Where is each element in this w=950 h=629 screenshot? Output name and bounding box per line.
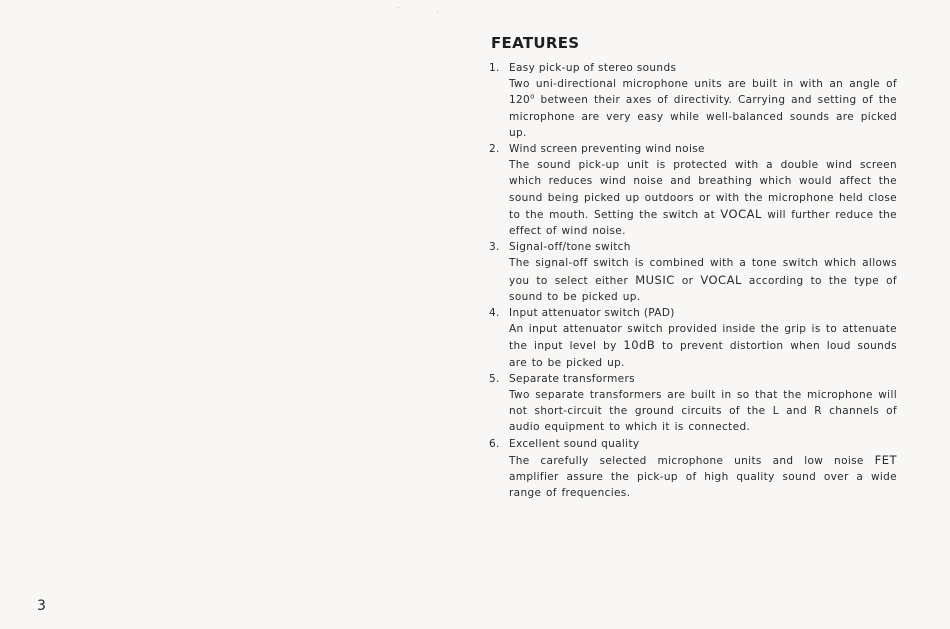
feature-number: 2. bbox=[489, 143, 500, 156]
feature-number: 3. bbox=[489, 241, 500, 254]
feature-title: Easy pick-up of stereo sounds bbox=[509, 62, 677, 74]
feature-item-1 bbox=[489, 60, 897, 141]
desc-emphasis: VOCAL bbox=[720, 206, 762, 221]
desc-text: according to the type of sound to be picked up. bbox=[509, 274, 897, 303]
feature-title: Excellent sound quality bbox=[509, 437, 640, 450]
desc-text: The sound pick-up unit is protected with a double wind screen which reduces wind noise and breathing which would affect the sound being picked up outdoors or with the microphone held close to the mouth. Setting the switch at bbox=[509, 159, 897, 221]
feature-item-3 bbox=[489, 239, 897, 305]
desc-emphasis: VOCAL bbox=[700, 272, 742, 287]
feature-title-row bbox=[489, 436, 897, 452]
feature-item-4 bbox=[489, 305, 897, 371]
features-list bbox=[489, 60, 897, 501]
feature-title: Wind screen preventing wind noise bbox=[509, 143, 705, 156]
feature-item-6 bbox=[489, 436, 897, 502]
feature-description bbox=[489, 452, 897, 502]
feature-description bbox=[489, 321, 897, 371]
desc-text: The signal-off switch is combined with a tone switch which allows you to select either bbox=[509, 257, 897, 287]
feature-description bbox=[489, 76, 897, 141]
feature-title-row bbox=[489, 60, 897, 76]
feature-number: 6. bbox=[489, 437, 500, 450]
feature-title-row bbox=[489, 371, 897, 387]
feature-description bbox=[489, 157, 897, 239]
feature-description: Two separate transformers are built in so that the microphone will not short-circuit the ground circuits of the L and R channels of audio equipment to which it is connected. bbox=[509, 389, 897, 434]
feature-title-row bbox=[489, 239, 897, 255]
desc-text: to prevent distortion when loud sounds are to be picked up. bbox=[509, 340, 897, 369]
desc-text: amplifier assure the pick-up of high quality sound over a wide range of frequencies. bbox=[509, 471, 897, 500]
page-number: 3 bbox=[37, 598, 46, 614]
print-speck bbox=[437, 11, 438, 12]
print-speck bbox=[398, 7, 399, 8]
desc-emphasis: 10dB bbox=[623, 338, 656, 353]
desc-text: will further reduce the effect of wind noise. bbox=[509, 208, 897, 238]
features-heading: FEATURES bbox=[491, 34, 580, 52]
desc-text: or bbox=[674, 274, 701, 287]
desc-text: The carefully selected microphone units and low noise bbox=[509, 454, 875, 467]
degree-superscript: o bbox=[530, 92, 535, 101]
desc-emphasis: MUSIC bbox=[635, 272, 675, 287]
desc-emphasis: FET bbox=[874, 452, 897, 467]
desc-text: between their axes of directivity. Carrying and setting of the microphone are very easy while well-balanced sounds are picked up. bbox=[509, 94, 897, 139]
feature-title-row bbox=[489, 141, 897, 157]
feature-title: Input attenuator switch (PAD) bbox=[509, 307, 675, 320]
feature-description bbox=[489, 255, 897, 305]
feature-item-2 bbox=[489, 141, 897, 239]
feature-number: 5. bbox=[489, 372, 500, 385]
desc-text: An input attenuator switch provided inside the grip is to attenuate the input level by bbox=[509, 323, 897, 353]
feature-number: 1. bbox=[489, 62, 500, 74]
feature-item-5 bbox=[489, 371, 897, 436]
feature-title: Signal-off/tone switch bbox=[509, 241, 631, 254]
feature-number: 4. bbox=[489, 307, 500, 320]
feature-title: Separate transformers bbox=[509, 372, 635, 385]
desc-text: Two uni-directional microphone units are built in with an angle of 120 bbox=[509, 78, 897, 107]
feature-title-row bbox=[489, 305, 897, 321]
